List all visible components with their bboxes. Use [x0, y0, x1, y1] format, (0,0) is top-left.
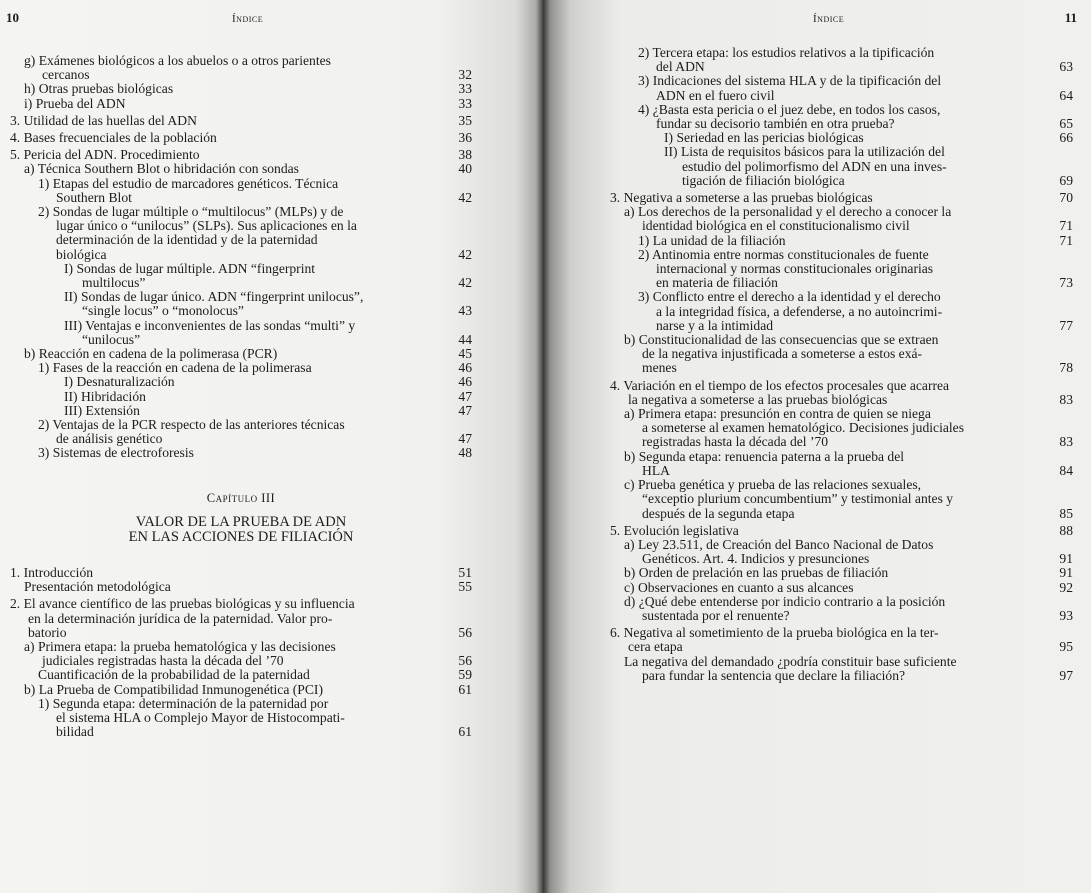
toc-entry-text: después de la segunda etapa	[642, 505, 795, 521]
toc-page-number: 83	[1059, 391, 1073, 407]
toc-entry-text: a) Técnica Southern Blot o hibridación con sondas	[24, 161, 299, 177]
toc-entry	[10, 162, 472, 176]
toc-page-number: 56	[458, 653, 472, 669]
toc-entry-text: 1) Etapas del estudio de marcadores genéticos. Técnica	[38, 175, 339, 191]
toc-entry-text: 3) Conflicto entre el derecho a la identidad y el derecho	[638, 289, 941, 305]
toc-entry	[10, 566, 472, 580]
toc-entry	[10, 597, 472, 640]
toc-entry-text: b) Orden de prelación en las pruebas de filiación	[624, 565, 889, 581]
toc-entry-text: para fundar la sentencia que declare la filiación?	[642, 667, 906, 683]
toc-page-number: 56	[458, 624, 472, 640]
toc-entry-text: c) Prueba genética y prueba de las relaciones sexuales,	[624, 477, 922, 493]
toc-page-number: 77	[1059, 317, 1073, 333]
toc-entries	[10, 566, 472, 739]
toc-page-number: 83	[1059, 434, 1073, 450]
toc-entry-text: II) Sondas de lugar único. ADN “fingerprint unilocus”,	[64, 289, 364, 305]
toc-entry-text: II) Lista de requisitos básicos para la utilización del	[664, 144, 945, 160]
toc-page-number: 47	[458, 431, 472, 447]
chapter-label: Capítulo III	[206, 490, 276, 505]
toc-entry	[610, 626, 1073, 654]
toc-entry-text: biológica	[56, 246, 107, 262]
toc-entry	[610, 538, 1073, 566]
toc-entry	[610, 566, 1073, 580]
toc-entry-text: 2) Tercera etapa: los estudios relativos a la tipificación	[638, 45, 935, 60]
toc-entry-text: b) La Prueba de Compatibilidad Inmunogenética (PCI)	[24, 681, 323, 697]
toc-entry-text: Genéticos. Art. 4. Indicios y presunciones	[642, 551, 870, 567]
toc-entry	[10, 580, 472, 594]
toc-page-number: 38	[458, 147, 472, 163]
toc-entry	[10, 418, 472, 446]
toc-entry	[610, 450, 1073, 478]
toc-entry-text: internacional y normas constitucionales originarias	[656, 261, 934, 277]
toc-page-number: 84	[1059, 462, 1073, 478]
toc-page-number: 51	[458, 564, 472, 580]
toc-entry-text: bilidad	[56, 724, 94, 740]
toc-page-number: 85	[1059, 505, 1073, 521]
toc-entry-text: 1) Fases de la reacción en cadena de la polimerasa	[38, 360, 312, 376]
toc-entry	[10, 446, 472, 460]
toc-entry	[10, 262, 472, 290]
toc-page-number: 73	[1059, 275, 1073, 291]
toc-entry-text: 2) Antinomia entre normas constitucionales de fuente	[638, 246, 929, 262]
toc-entry-text: I) Seriedad en las pericias biológicas	[664, 130, 864, 146]
chapter-title-line: EN LAS ACCIONES DE FILIACIÓN	[128, 528, 354, 545]
toc-entry	[10, 668, 472, 682]
toc-entry	[10, 640, 472, 668]
toc-entry-text: narse y a la intimidad	[656, 317, 774, 333]
toc-entry	[10, 148, 472, 162]
toc-entries	[10, 54, 472, 461]
toc-entry	[610, 131, 1073, 145]
toc-entry-text: 6. Negativa al sometimiento de la prueba biológica en la ter-	[610, 625, 939, 641]
toc-entry-text: identidad biológica en el constitucionalismo civil	[642, 218, 910, 234]
toc-page-number: 48	[458, 445, 472, 461]
toc-entry-text: g) Exámenes biológicos a los abuelos o a otros parientes	[24, 53, 331, 68]
toc-entry-text: a) Primera etapa: presunción en contra de quien se niega	[624, 406, 931, 422]
toc-page-number: 66	[1059, 130, 1073, 146]
toc-entry-text: 1. Introducción	[10, 564, 94, 580]
toc-entry-text: tigación de filiación biológica	[682, 172, 845, 188]
toc-entry-text: III) Ventajas e inconvenientes de las sondas “multi” y	[64, 317, 356, 333]
toc-entry-text: 5. Pericia del ADN. Procedimiento	[10, 147, 200, 163]
toc-entry-text: 4. Bases frecuenciales de la población	[10, 130, 217, 146]
toc-entry	[10, 319, 472, 347]
page-number: 10	[6, 10, 19, 25]
toc-entry	[10, 205, 472, 262]
toc-page-number: 32	[458, 67, 472, 83]
toc-entry	[610, 407, 1073, 450]
toc-entry-text: I) Sondas de lugar múltiple. ADN “fingerprint	[64, 260, 316, 276]
toc-entry-text: La negativa del demandado ¿podría constituir base suficiente	[624, 653, 957, 669]
toc-entry	[610, 581, 1073, 595]
toc-page-number: 91	[1059, 565, 1073, 581]
toc-list	[10, 54, 472, 739]
toc-page-number: 61	[458, 681, 472, 697]
toc-entry	[10, 82, 472, 96]
toc-entry-text: sustentada por el renuente?	[642, 607, 790, 623]
toc-entry	[610, 234, 1073, 248]
toc-entry	[610, 478, 1073, 521]
toc-page-number: 45	[458, 346, 472, 362]
toc-entry	[610, 46, 1073, 74]
toc-page-number: 59	[458, 667, 472, 683]
toc-entry	[10, 177, 472, 205]
toc-page-number: 40	[458, 161, 472, 177]
toc-entry-text: I) Desnaturalización	[64, 374, 175, 390]
toc-entry-text: 4) ¿Basta esta pericia o el juez debe, en todos los casos,	[638, 101, 941, 117]
toc-page-number: 46	[458, 360, 472, 376]
toc-entry	[610, 205, 1073, 233]
toc-entry	[10, 375, 472, 389]
toc-entry	[10, 390, 472, 404]
toc-entry-text: HLA	[642, 462, 670, 478]
toc-entry-text: a) Primera etapa: la prueba hematológica y las decisiones	[24, 638, 336, 654]
toc-entry	[610, 524, 1073, 538]
toc-page-number: 44	[458, 331, 472, 347]
toc-entry-text: “single locus” o “monolocus”	[82, 303, 244, 319]
toc-entry	[10, 54, 472, 82]
chapter-title-line: VALOR DE LA PRUEBA DE ADN	[135, 513, 347, 530]
toc-page-number: 33	[458, 81, 472, 97]
toc-entry-text: Cuantificación de la probabilidad de la paternidad	[38, 667, 310, 683]
chapter-title	[10, 515, 472, 545]
toc-page-number: 71	[1059, 218, 1073, 234]
toc-entry-text: menes	[642, 360, 677, 376]
toc-entry-text: Southern Blot	[56, 189, 132, 205]
toc-page-number: 47	[458, 388, 472, 404]
toc-entry	[610, 191, 1073, 205]
toc-entry-text: III) Extensión	[64, 402, 140, 418]
chapter-heading	[10, 491, 472, 545]
toc-entry	[610, 655, 1073, 683]
toc-page-number: 33	[458, 95, 472, 111]
toc-page-number: 97	[1059, 667, 1073, 683]
toc-entry-text: el sistema HLA o Complejo Mayor de Histocompati-	[56, 709, 345, 725]
toc-entry-text: Presentación metodológica	[24, 579, 171, 595]
toc-entry-text: registradas hasta la década del ’70	[642, 434, 829, 450]
left-page	[0, 0, 543, 893]
toc-entry-text: b) Constitucionalidad de las consecuencias que se extraen	[624, 332, 939, 348]
toc-entry-text: lugar único o “unilocus” (SLPs). Sus aplicaciones en la	[56, 218, 357, 234]
toc-entry-text: a) Los derechos de la personalidad y el derecho a conocer la	[624, 204, 952, 220]
toc-entry-text: II) Hibridación	[64, 388, 146, 404]
toc-entry-text: 1) La unidad de la filiación	[638, 232, 786, 248]
toc-page-number: 91	[1059, 551, 1073, 567]
toc-entry-text: b) Segunda etapa: renuencia paterna a la prueba del	[624, 448, 905, 464]
toc-entry-text: 3) Sistemas de electroforesis	[38, 445, 194, 461]
toc-page-number: 43	[458, 303, 472, 319]
page-number: 11	[1064, 10, 1077, 25]
toc-entry	[10, 131, 472, 145]
toc-page-number: 35	[458, 112, 472, 128]
toc-entry-text: 2. El avance científico de las pruebas biológicas y su influencia	[10, 596, 355, 612]
toc-entry-text: h) Otras pruebas biológicas	[24, 81, 174, 97]
toc-entry	[10, 404, 472, 418]
toc-entry-text: estudio del polimorfismo del ADN en una inves-	[682, 158, 947, 174]
toc-entry-text: 1) Segunda etapa: determinación de la paternidad por	[38, 695, 329, 711]
toc-entry	[10, 114, 472, 128]
toc-entry	[610, 145, 1073, 188]
toc-page-number: 71	[1059, 232, 1073, 248]
toc-page-number: 55	[458, 579, 472, 595]
toc-page-number: 42	[458, 275, 472, 291]
toc-page-number: 69	[1059, 172, 1073, 188]
toc-page-number: 36	[458, 130, 472, 146]
toc-entry-text: a) Ley 23.511, de Creación del Banco Nacional de Datos	[624, 536, 934, 552]
toc-entry-text: 5. Evolución legislativa	[610, 522, 739, 538]
toc-page-number: 61	[458, 724, 472, 740]
toc-entry-text: i) Prueba del ADN	[24, 95, 126, 111]
toc-entry	[10, 697, 472, 740]
toc-entry-text: 2) Ventajas de la PCR respecto de las anteriores técnicas	[38, 417, 345, 433]
toc-page-number: 63	[1059, 59, 1073, 75]
toc-entry	[610, 379, 1073, 407]
toc-entry-text: 3. Utilidad de las huellas del ADN	[10, 112, 197, 128]
toc-list	[610, 46, 1073, 683]
toc-entry	[10, 290, 472, 318]
toc-entry-text: de análisis genético	[56, 431, 163, 447]
toc-entry-text: determinación de la identidad y de la paternidad	[56, 232, 318, 248]
toc-entry-text: cercanos	[42, 67, 90, 83]
toc-entry-text: del ADN	[656, 59, 705, 75]
toc-page-number: 95	[1059, 639, 1073, 655]
toc-entry-text: judiciales registradas hasta la década del ’70	[42, 653, 284, 669]
toc-entry-text: en la determinación jurídica de la paternidad. Valor pro-	[28, 610, 333, 626]
running-head: Índice	[232, 13, 264, 25]
toc-page-number: 47	[458, 402, 472, 418]
toc-page-number: 65	[1059, 116, 1073, 132]
toc-entry-text: “unilocus”	[82, 331, 141, 347]
toc-entry-text: la negativa a someterse a las pruebas biológicas	[628, 391, 888, 407]
toc-entries	[610, 46, 1073, 683]
toc-page-number: 78	[1059, 360, 1073, 376]
toc-page-number: 92	[1059, 579, 1073, 595]
book-gutter	[536, 0, 550, 893]
toc-entry	[610, 74, 1073, 102]
toc-entry-text: fundar su decisorio también en otra prueba?	[656, 116, 895, 132]
toc-entry	[610, 248, 1073, 291]
toc-entry-text: cera etapa	[628, 639, 683, 655]
toc-page-number: 46	[458, 374, 472, 390]
toc-page-number: 64	[1059, 87, 1073, 103]
toc-entry-text: c) Observaciones en cuanto a sus alcances	[624, 579, 854, 595]
toc-entry-text: 3) Indicaciones del sistema HLA y de la tipificación del	[638, 73, 942, 89]
toc-entry	[610, 290, 1073, 333]
toc-entry-text: 4. Variación en el tiempo de los efectos procesales que acarrea	[610, 377, 950, 393]
right-page	[543, 0, 1091, 893]
toc-page-number: 42	[458, 189, 472, 205]
toc-entry-text: de la negativa injustificada a someterse a estos exá-	[642, 346, 923, 362]
toc-page-number: 93	[1059, 607, 1073, 623]
toc-entry-text: b) Reacción en cadena de la polimerasa (PCR)	[24, 346, 278, 362]
toc-entry-text: a someterse al examen hematológico. Decisiones judiciales	[642, 420, 964, 436]
toc-entry	[10, 683, 472, 697]
toc-entry	[10, 361, 472, 375]
toc-entry-text: ADN en el fuero civil	[656, 87, 775, 103]
toc-entry	[610, 333, 1073, 376]
toc-entry-text: 2) Sondas de lugar múltiple o “multilocus” (MLPs) y de	[38, 204, 344, 220]
toc-page-number: 88	[1059, 522, 1073, 538]
toc-entry	[610, 595, 1073, 623]
running-head: Índice	[813, 13, 845, 25]
toc-entry-text: batorio	[28, 624, 67, 640]
toc-entry-text: “exceptio plurium concumbentium” y testimonial antes y	[642, 491, 954, 507]
toc-entry	[10, 97, 472, 111]
toc-entry-text: en materia de filiación	[656, 275, 778, 291]
toc-entry-text: d) ¿Qué debe entenderse por indicio contrario a la posición	[624, 593, 946, 609]
toc-entry-text: multilocus”	[82, 275, 146, 291]
toc-page-number: 70	[1059, 190, 1073, 206]
toc-page-number: 42	[458, 246, 472, 262]
toc-entry-text: 3. Negativa a someterse a las pruebas biológicas	[610, 190, 873, 206]
toc-entry-text: a la integridad física, a defenderse, a no autoincrimi-	[656, 303, 943, 319]
toc-entry	[10, 347, 472, 361]
toc-entry	[610, 103, 1073, 131]
